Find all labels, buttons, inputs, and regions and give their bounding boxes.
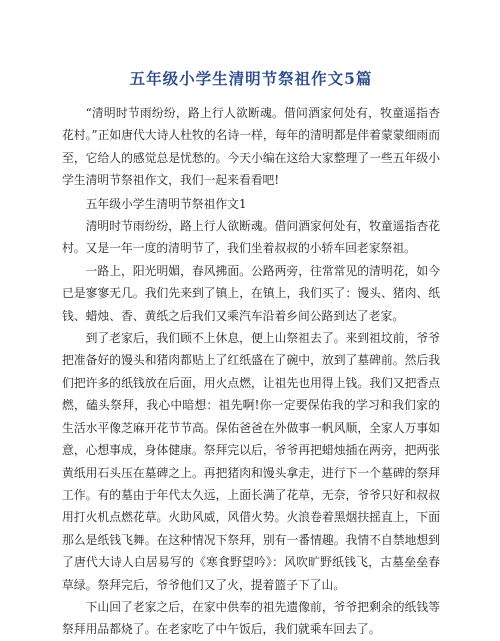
paragraph: 一路上，阳光明媚，春风拂面。公路两旁，往常常见的清明花，如今已是寥寥无几。我们先来到了镇上，在镇上，我们买了：馒头、猪肉、纸钱、蜡烛、香、黄纸之后我们又乘汽车沿着乡间公路到达了老家。 xyxy=(62,263,440,323)
essay-heading: 五年级小学生清明节祭祖作文1 xyxy=(85,196,247,211)
paragraph: 到了老家后，我们顾不上休息，便上山祭祖去了。来到祖坟前，爷爷把准备好的馒头和猪肉都贴上了红纸盛在了碗中，放到了墓碑前。然后我们把许多的纸钱放在后面，用火点燃，让祖先也用得上钱。我们又把香点燃，磕头祭拜，我心中暗想：祖先啊!你一定要保佑我的学习和我们家的生活水平像芝麻开花节节高。保佑爸爸在外做事一帆风顺，全家人万事如意，心想事成，身体健康。祭拜完以后，爷爷再把蜡烛插在两旁，把两张黄纸用石头压在墓碑之上。再把猪肉和馒头拿走，进行下一个墓碑的祭拜工作。有的墓由于年代太久远，上面长满了花草，无奈，爷爷只好和叔叔用打火机点燃花草。火助风威，风借火势。火浪卷着黑烟扶摇直上，下面那么是纸钱飞舞。在这种情况下祭拜，别有一番情趣。我情不自禁地想到了唐代大诗人白居易写的《寒食野望吟》：风吹旷野纸钱飞，古墓垒垒春草绿。祭拜完后，爷爷他们又了火，提着篮子下了山。 xyxy=(62,331,440,592)
paragraph: 清明时节雨纷纷，路上行人欲断魂。借问酒家何处有，牧童遥指杏花村。又是一年一度的清明节了，我们坐着叔叔的小轿车回老家祭祖。 xyxy=(62,219,440,256)
document-title: 五年级小学生清明节祭祖作文5篇 xyxy=(129,69,373,88)
paragraph: 下山回了老家之后，在家中供奉的祖先遗像前，爷爷把剩余的纸钱等祭拜用品都烧了。在老家吃了中午饭后，我们就乘车回去了。 xyxy=(62,599,440,637)
paragraph-intro: “清明时节雨纷纷，路上行人欲断魂。借问酒家何处有，牧童遥指杏花村。”正如唐代大诗人杜牧的名诗一样，每年的清明都是伴着蒙蒙细雨而至，它给人的感觉总是忧愁的。今天小编在这给大家整理了一些五年级小学生清明节祭祖作文，我们一起来看看吧! xyxy=(62,106,440,188)
